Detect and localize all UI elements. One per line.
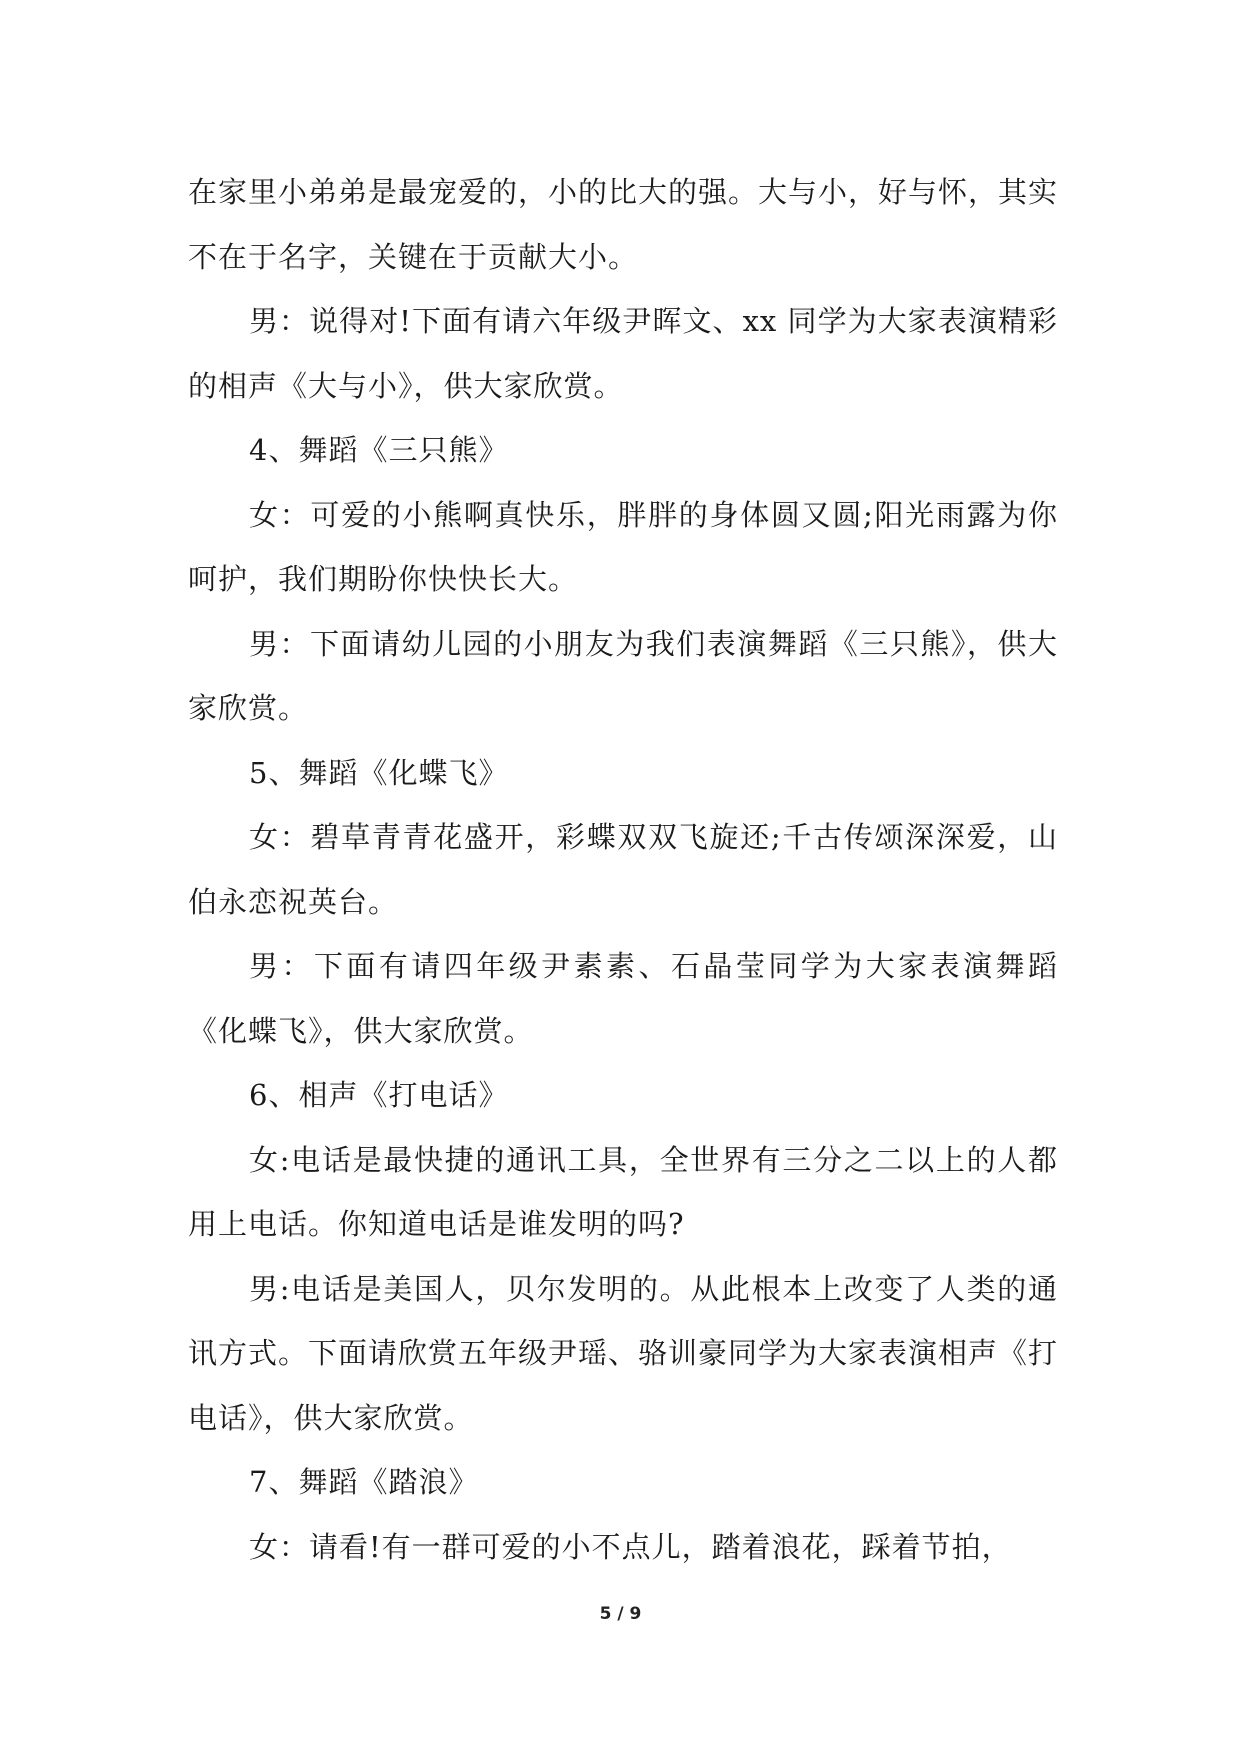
section-heading: 6、相声《打电话》 (249, 1078, 509, 1112)
paragraph: 女：可爱的小熊啊真快乐，胖胖的身体圆又圆;阳光雨露为你呵护，我们期盼你快快长大。 (188, 497, 1058, 596)
page-number: 5 / 9 (599, 1604, 642, 1624)
paragraph: 在家里小弟弟是最宠爱的，小的比大的强。大与小，好与怀，其实不在于名字，关键在于贡献大小。 (188, 175, 1059, 274)
section-heading: 5、舞蹈《化蝶飞》 (249, 755, 509, 790)
paragraph: 男:电话是美国人，贝尔发明的。从此根本上改变了人类的通讯方式。下面请欣赏五年级尹瑶、骆训豪同学为大家表演相声《打电话》，供大家欣赏。 (188, 1271, 1059, 1435)
section-heading: 4、舞蹈《三只熊》 (249, 433, 509, 467)
paragraph: 男：说得对!下面有请六年级尹晖文、xx 同学为大家表演精彩的相声《大与小》，供大家欣赏。 (188, 304, 1058, 403)
paragraph: 女:电话是最快捷的通讯工具，全世界有三分之二以上的人都用上电话。你知道电话是谁发明的吗? (188, 1142, 1058, 1241)
paragraph: 女：请看!有一群可爱的小不点儿，踏着浪花，踩着节拍， (249, 1529, 1012, 1564)
document-body (188, 160, 1058, 1579)
section-heading: 7、舞蹈《踏浪》 (249, 1465, 479, 1499)
paragraph: 女：碧草青青花盛开，彩蝶双双飞旋还;千古传颂深深爱，山伯永恋祝英台。 (188, 820, 1058, 919)
paragraph: 男：下面有请四年级尹素素、石晶莹同学为大家表演舞蹈《化蝶飞》，供大家欣赏。 (188, 949, 1058, 1048)
paragraph: 男：下面请幼儿园的小朋友为我们表演舞蹈《三只熊》，供大家欣赏。 (188, 626, 1058, 725)
